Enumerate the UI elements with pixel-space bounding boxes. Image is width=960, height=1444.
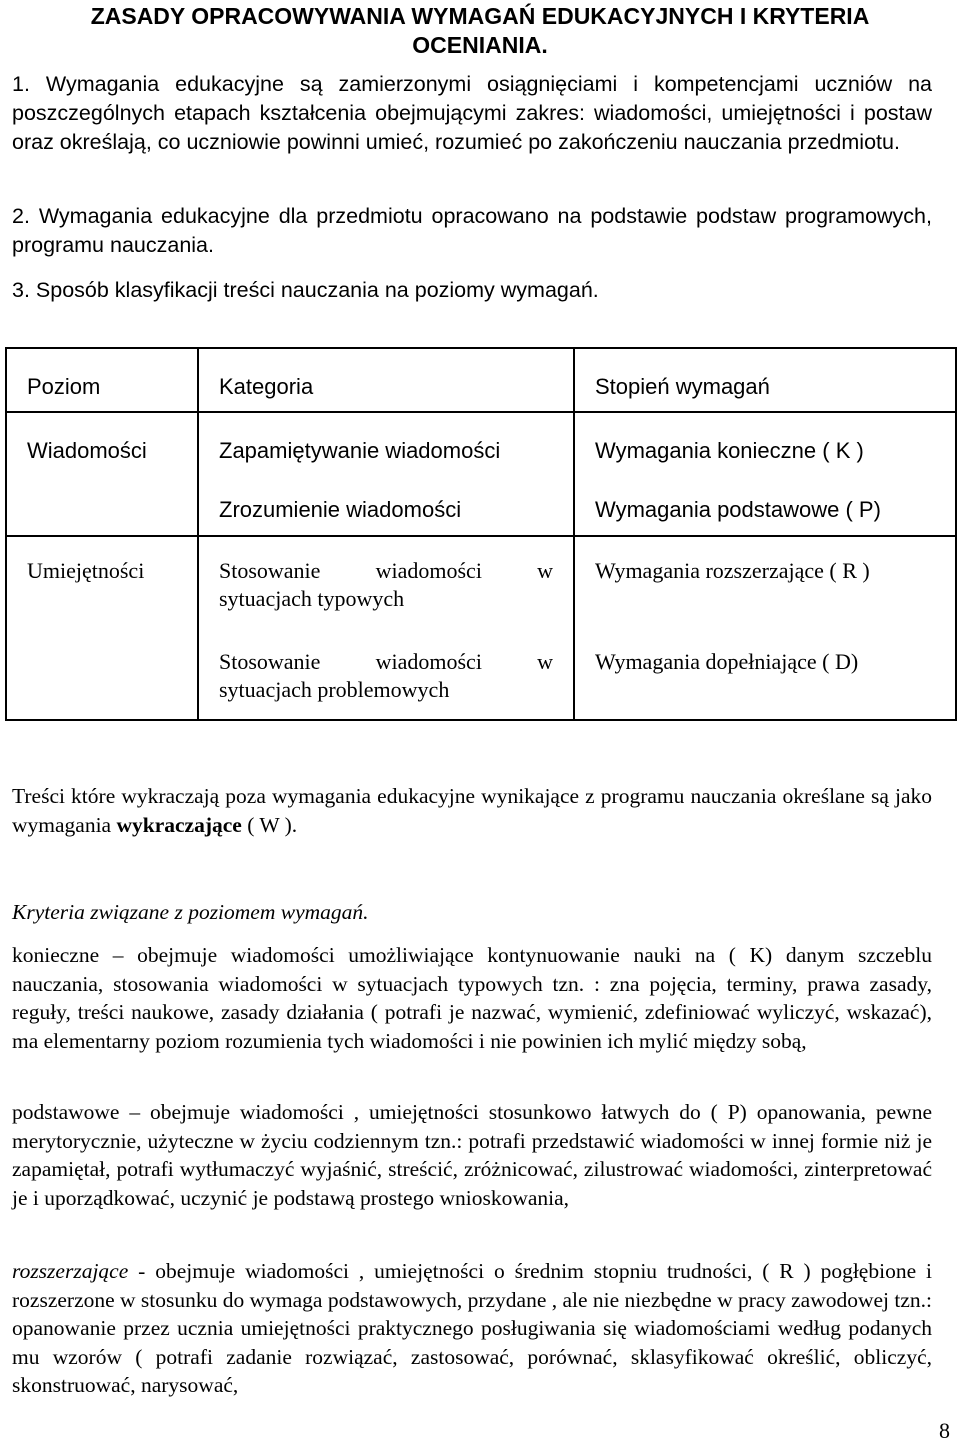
header-category: Kategoria bbox=[198, 348, 574, 412]
table-row bbox=[6, 412, 956, 474]
criteria-rozszerzajace-term: rozszerzające bbox=[12, 1259, 129, 1283]
criteria-podstawowe: podstawowe – obejmuje wiadomości , umiejętności stosunkowo łatwych do ( P) opanowania, pewne merytorycznie, użyteczne w życiu codziennym tzn.: potrafi przedstawić wiadomości w innej formie niż je zapamiętał, potrafi wytłumaczyć wyjaśnić, streścić, zróżnicować, zilustrować wiadomości, zinterpretować je i uporządkować, uczynić je podstawą prostego wnioskowania, bbox=[12, 1100, 932, 1210]
item-2: 2. Wymagania edukacyjne dla przedmiotu opracowano na podstawie podstaw programowych, programu nauczania. bbox=[12, 204, 932, 257]
category-line-2: sytuacjach problemowych bbox=[219, 677, 450, 702]
document-title bbox=[0, 2, 960, 60]
criteria-heading: Kryteria związane z poziomem wymagań. bbox=[12, 900, 369, 924]
criteria-konieczne: konieczne – obejmuje wiadomości umożliwiające kontynuowanie nauki na ( K) danym szczeblu nauczania, stosowania wiadomości w sytuacjach typowych tzn. : zna pojęcia, terminy, prawa zasady, reguły, treści naukowe, zasady działania ( potrafi je nazwać, wymienić, zdefiniować wyliczyć, wskazać), ma elementarny poziom rozumienia tych wiadomości i nie powinien ich mylić między sobą, bbox=[12, 943, 932, 1053]
requirements-table bbox=[5, 347, 957, 721]
category-line-1: Stosowanie wiadomości w bbox=[219, 649, 553, 674]
beyond-bold-term: wykraczające bbox=[116, 812, 242, 837]
beyond-text: Treści które wykraczają poza wymagania edukacyjne wynikające z programu nauczania określane są jako wymagania bbox=[12, 784, 932, 837]
title-line-2: OCENIANIA. bbox=[412, 32, 548, 58]
criteria-rozszerzajace bbox=[12, 1257, 932, 1400]
item-3: 3. Sposób klasyfikacji treści nauczania na poziomy wymagań. bbox=[12, 278, 599, 302]
cell-degree: Wymagania rozszerzające ( R ) bbox=[574, 536, 956, 628]
cell-category: Zapamiętywanie wiadomości bbox=[198, 412, 574, 474]
beyond-text-end: ( W ). bbox=[241, 812, 298, 837]
category-line-2: sytuacjach typowych bbox=[219, 586, 405, 611]
header-level: Poziom bbox=[6, 348, 198, 412]
cell-category bbox=[198, 628, 574, 720]
cell-level-umiejetnosci: Umiejętności bbox=[6, 536, 198, 720]
category-line-1: Stosowanie wiadomości w bbox=[219, 558, 553, 583]
cell-degree: Wymagania dopełniające ( D) bbox=[574, 628, 956, 720]
cell-degree: Wymagania konieczne ( K ) bbox=[574, 412, 956, 474]
item-1: 1. Wymagania edukacyjne są zamierzonymi osiągnięciami i kompetencjami uczniów na poszczególnych etapach kształcenia obejmującymi zakres: wiadomości, umiejętności i postaw oraz określają, co uczniowie powinni umieć, rozumieć po zakończeniu nauczania przedmiotu. bbox=[12, 72, 932, 154]
table-header-row bbox=[6, 348, 956, 412]
title-line-1: ZASADY OPRACOWYWANIA WYMAGAŃ EDUKACYJNYCH I KRYTERIA bbox=[90, 3, 870, 29]
header-degree: Stopień wymagań bbox=[574, 348, 956, 412]
page-number: 8 bbox=[939, 1418, 950, 1443]
beyond-requirements bbox=[12, 782, 932, 839]
cell-category bbox=[198, 536, 574, 628]
table-row bbox=[6, 536, 956, 628]
cell-degree: Wymagania podstawowe ( P) bbox=[574, 474, 956, 536]
criteria-rozszerzajace-text: - obejmuje wiadomości , umiejętności o średnim stopniu trudności, ( R ) pogłębione i rozszerzone w stosunku do wymaga podstawowych, przydane , ale nie niezbędne w pracy zawodowej tzn.: opanowanie przez ucznia umiejętności praktycznego posługiwania się wiadomościami według podanych mu wzorów ( potrafi zadanie rozwiązać, zastosować, porównać, sklasyfikować określić, obliczyć, skonstruować, narysować, bbox=[12, 1259, 932, 1397]
cell-category: Zrozumienie wiadomości bbox=[198, 474, 574, 536]
cell-level-wiadomosci: Wiadomości bbox=[6, 412, 198, 536]
